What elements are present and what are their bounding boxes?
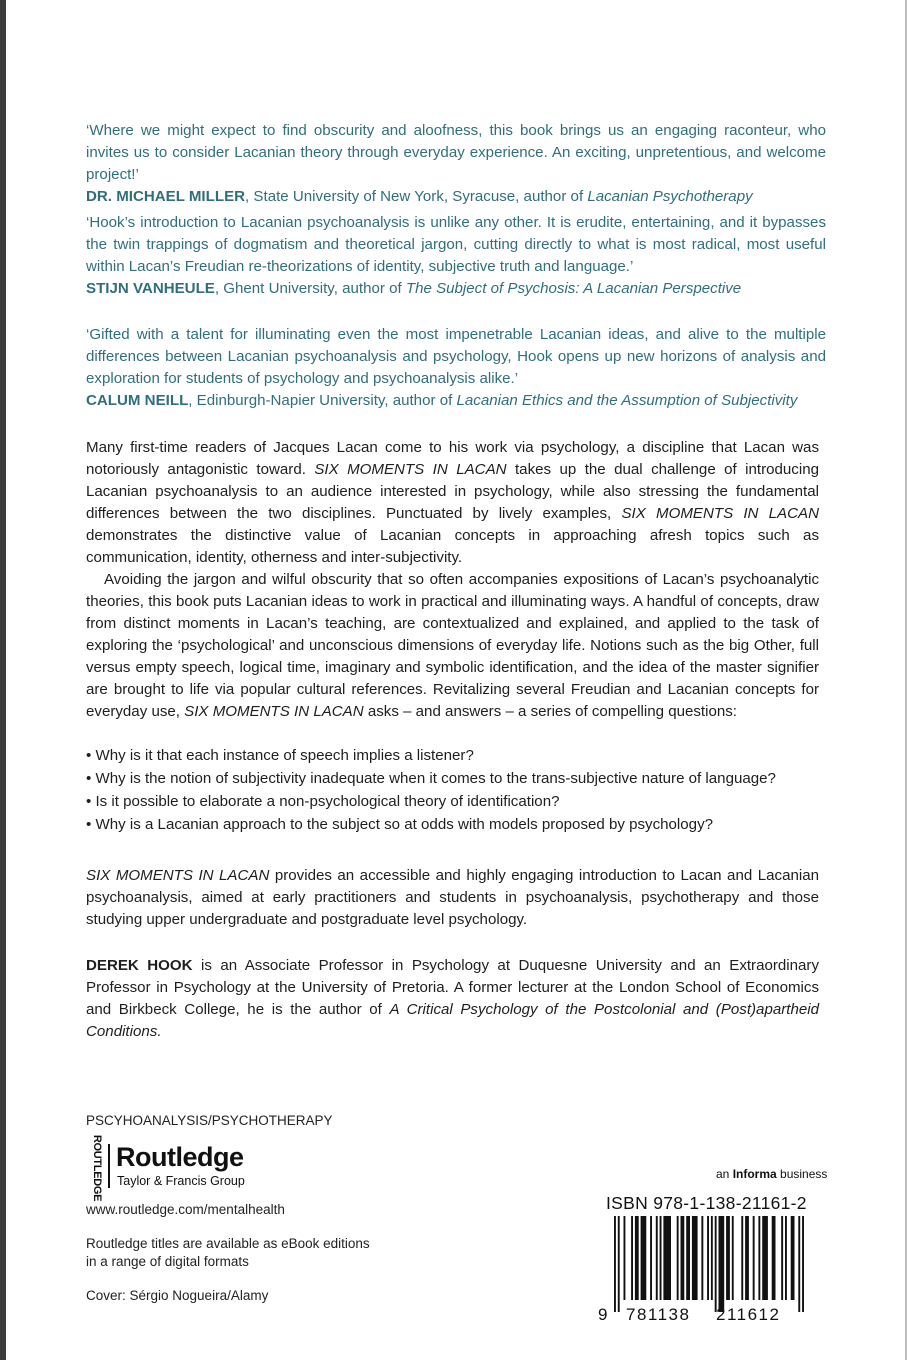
barcode-bar xyxy=(686,1216,690,1300)
barcode-bar xyxy=(711,1216,713,1300)
praise-attribution xyxy=(86,278,826,300)
publisher-name: Routledge xyxy=(116,1142,244,1172)
praise-name: CALUM NEILL xyxy=(86,392,189,409)
barcode-bar xyxy=(715,1216,717,1312)
barcode-bar xyxy=(635,1216,639,1300)
barcode-digit-first: 9 xyxy=(598,1305,608,1324)
barcode-bar xyxy=(762,1216,768,1300)
barcode-bar xyxy=(663,1216,671,1300)
description-paragraph-1: Many first-time readers of Jacques Lacan come to his work via psychology, a discipline that Lacan was notoriously antagonistic toward. SIX MOMENTS IN LACAN takes up the dual challenge of introducing Lacanian psychoanalysis to an audience interested in psychology, while also stressing the fundamental differences between the two disciplines. Punctuated by lively examples, SIX MOMENTS IN LACAN demonstrates the distinctive value of Lacanian concepts in approaching afresh topics such as communication, identity, otherness and inter-subjectivity. xyxy=(86,439,819,566)
isbn-label: ISBN 978-1-138-21161-2 xyxy=(606,1193,807,1213)
praise-affiliation: , Ghent University, author of xyxy=(214,280,406,297)
barcode-bar xyxy=(660,1216,662,1300)
barcode-bar xyxy=(707,1216,709,1300)
barcode-bar xyxy=(701,1216,703,1300)
praise-quote: ‘Hook’s introduction to Lacanian psychoanalysis is unlike any other. It is erudite, entertaining, and it bypasses the twin trappings of dogmatism and theoretical jargon, cutting directly to what is most radical, most useful within Lacan’s Freudian re-theorizations of identity, subjective truth and language.’ xyxy=(86,214,826,275)
praise-quote: ‘Where we might expect to find obscurity and aloofness, this book brings us an engaging raconteur, who invites us to consider Lacanian theory through everyday experience. An exciting, unpretentious, and welcome project!’ xyxy=(86,122,826,183)
book-title: SIX MOMENTS IN LACAN xyxy=(184,703,364,720)
barcode-bar xyxy=(741,1216,743,1300)
book-spine-edge xyxy=(0,0,6,1360)
list-item: • Why is a Lacanian approach to the subject so at odds with models proposed by psychology? xyxy=(86,813,819,836)
list-item: • Is it possible to elaborate a non-psychological theory of identification? xyxy=(86,790,819,813)
description-paragraph-3: SIX MOMENTS IN LACAN provides an accessible and highly engaging introduction to Lacan and Lacanian psychoanalysis, aimed at early practitioners and students in psychoanalysis, psychotherapy and those studying upper undergraduate and postgraduate level psychology. xyxy=(86,867,819,928)
barcode-bar xyxy=(677,1216,679,1300)
barcode-bar xyxy=(785,1216,787,1300)
barcode-bar xyxy=(745,1216,749,1300)
author-name: DEREK HOOK xyxy=(86,957,193,974)
praise-block-miller xyxy=(86,120,826,208)
barcode-bar xyxy=(656,1216,658,1300)
book-title: SIX MOMENTS IN LACAN xyxy=(86,867,270,884)
praise-name: DR. MICHAEL MILLER xyxy=(86,188,246,205)
author-work-title: A Critical Psychology of the Postcolonial and (Post)apartheid Conditions. xyxy=(86,1001,819,1040)
barcode-digits-right: 211612 xyxy=(716,1305,781,1324)
barcode-bar xyxy=(719,1216,725,1312)
ebook-note-line-1: Routledge titles are available as eBook editions xyxy=(86,1236,370,1251)
barcode-bar xyxy=(618,1216,620,1312)
cover-credit: Cover: Sérgio Nogueira/Alamy xyxy=(86,1288,269,1303)
praise-work-title: The Subject of Psychosis: A Lacanian Perspective xyxy=(405,280,742,297)
praise-block-neill xyxy=(86,324,826,412)
praise-affiliation: , State University of New York, Syracuse, author of xyxy=(245,188,588,205)
barcode-bar xyxy=(692,1216,698,1300)
barcode-bar xyxy=(641,1216,647,1300)
barcode-bar xyxy=(624,1216,626,1300)
barcode-bar xyxy=(726,1216,730,1300)
list-item: • Why is the notion of subjectivity inadequate when it comes to the trans-subjective nature of language? xyxy=(86,767,819,790)
routledge-logo xyxy=(86,1134,306,1202)
question-list xyxy=(86,744,819,836)
barcode-digits-left: 781138 xyxy=(626,1305,691,1324)
praise-work-title: Lacanian Psychotherapy xyxy=(587,188,753,205)
description-main xyxy=(86,437,819,723)
barcode-bar xyxy=(681,1216,685,1300)
ebook-note-line-2: in a range of digital formats xyxy=(86,1254,249,1269)
barcode-bar xyxy=(791,1216,795,1300)
barcode-bars xyxy=(614,1216,804,1312)
barcode-bar xyxy=(798,1216,800,1312)
barcode-bar xyxy=(614,1216,616,1312)
logo-vertical-text: ROUTLEDGE xyxy=(91,1134,104,1202)
praise-affiliation: , Edinburgh-Napier University, author of xyxy=(188,392,457,409)
publisher-url[interactable]: www.routledge.com/mentalhealth xyxy=(86,1202,285,1217)
praise-block-vanheule xyxy=(86,212,826,300)
description-paragraph-2: Avoiding the jargon and wilful obscurity that so often accompanies expositions of Lacan’s psychoanalytic theories, this book puts Lacanian ideas to work in practical and illuminating ways. A handful of concepts, draw from distinct moments in Lacan’s teaching, are contextualized and explained, and applied to the task of exploring the ‘psychological’ and unconscious dimensions of everyday life. Notions such as the big Other, full versus empty speech, logical time, imaginary and symbolic identification, and the idea of the master signifier are brought to life via popular cultural references. Revitalizing several Freudian and Lacanian concepts for everyday use, SIX MOMENTS IN LACAN asks – and answers – a series of compelling questions: xyxy=(86,571,819,720)
barcode-bar xyxy=(772,1216,776,1300)
barcode xyxy=(596,1216,811,1324)
barcode-bar xyxy=(650,1216,652,1300)
author-bio: DEREK HOOK is an Associate Professor in Psychology at Duquesne University and an Extraordinary Professor in Psychology at the University of Pretoria. A former lecturer at the London School of Economics and Birkbeck College, he is the author of A Critical Psychology of the Postcolonial and (Post)apartheid Conditions. xyxy=(86,957,820,1040)
book-title: SIX MOMENTS IN LACAN xyxy=(621,505,819,522)
barcode-bar xyxy=(781,1216,783,1300)
praise-attribution xyxy=(86,390,826,412)
subject-category: PSCYHOANALYSIS/PSYCHOTHERAPY xyxy=(86,1113,333,1128)
barcode-bar xyxy=(753,1216,755,1300)
publisher-group: Taylor & Francis Group xyxy=(117,1174,245,1188)
barcode-bar xyxy=(758,1216,760,1300)
praise-work-title: Lacanian Ethics and the Assumption of Subjectivity xyxy=(456,392,798,409)
praise-name: STIJN VANHEULE xyxy=(86,280,215,297)
book-title: SIX MOMENTS IN LACAN xyxy=(314,461,507,478)
barcode-bar xyxy=(631,1216,633,1300)
barcode-bar xyxy=(732,1216,734,1300)
praise-attribution xyxy=(86,186,826,208)
list-item: • Why is it that each instance of speech implies a listener? xyxy=(86,744,819,767)
praise-quote: ‘Gifted with a talent for illuminating even the most impenetrable Lacanian ideas, and alive to the multiple differences between Lacanian psychoanalysis and psychology, Hook opens up new horizons of analysis and exploration for students of psychology and psychoanalysis alike.’ xyxy=(86,326,826,387)
informa-brand: Informa xyxy=(732,1167,777,1181)
informa-business-tag: an Informa business xyxy=(716,1167,828,1181)
barcode-bar xyxy=(802,1216,804,1312)
